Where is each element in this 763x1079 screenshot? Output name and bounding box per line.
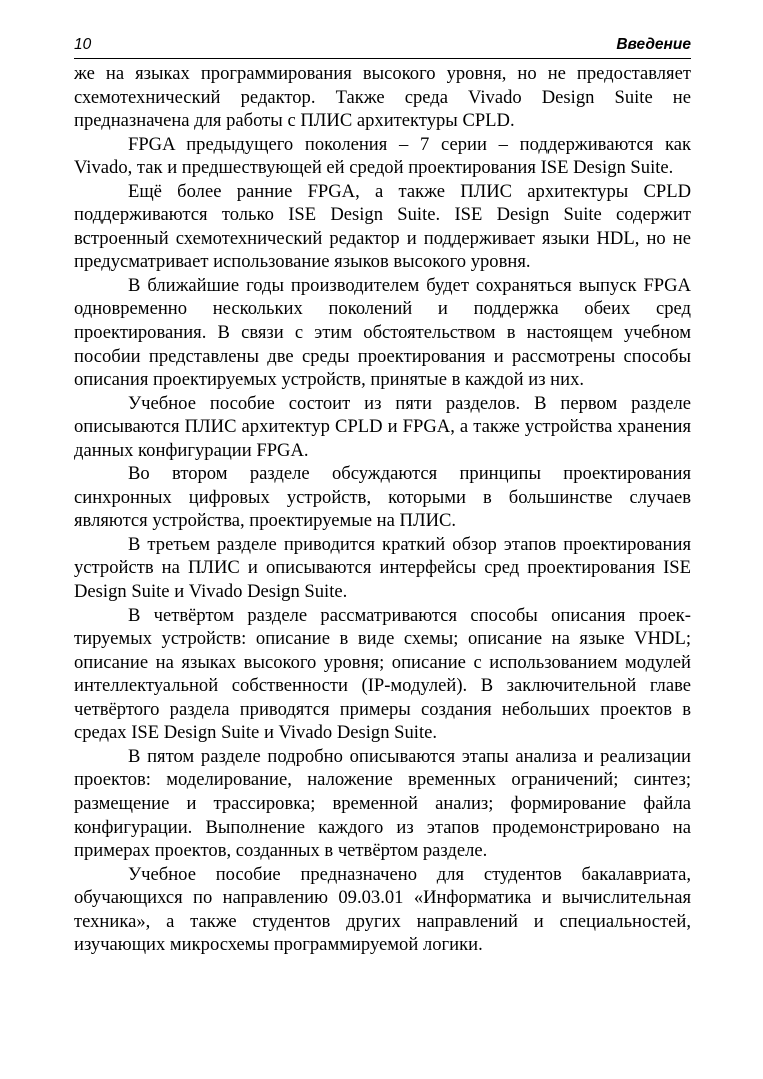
paragraph-section-3: В третьем разделе приводится краткий обзор этапов проектирования устройств на ПЛИС и описываются интерфейсы сред проектирования ISE Design Suite и Vivado Design Suite. xyxy=(74,533,691,603)
paragraph-section-2: Во втором разделе обсуждаются принципы проектирования синхронных цифровых устройств, которыми в большинстве случаев являются устройства, проектируемые на ПЛИС. xyxy=(74,463,691,532)
paragraph-continuation: же на языках программирования высокого уровня, но не предоставляет схемотехнический редактор. Также среда Vivado Design Suite не предназначена для работы с ПЛИС архитектуры CPLD. xyxy=(74,63,691,132)
section-title: Введение xyxy=(616,36,691,53)
page-number: 10 xyxy=(74,36,92,53)
paragraph-fpga-7-series: FPGA предыдущего поколения – 7 серии – поддерживаются как Vivado, так и предшествующей ей средой проектирования ISE Design Suite. xyxy=(74,133,691,179)
paragraph-coming-years: В ближайшие годы производителем будет сохраняться выпуск FPGA одновременно нескольких поколений и поддержка обеих сред проектирования. В связи с этим обстоятельством в настоящем учебном пособии представлены две среды проектирования и рассмотрены способы описания проектируемых устройств, принятые в каждой из них. xyxy=(74,274,691,391)
paragraph-section-4: В четвёртом разделе рассматриваются способы описания проектируемых устройств: описание в виде схемы; описание на языке VHDL; описание на языках высокого уровня; описание с использованием модулей интеллектуальной собственности (IP-модулей). В заключительной главе четвёртого раздела приводятся примеры создания небольших проектов в средах ISE Design Suite и Vivado Design Suite. xyxy=(74,604,691,744)
paragraph-structure: Учебное пособие состоит из пяти разделов. В первом разделе описываются ПЛИС архитектур CPLD и FPGA, а также устройства хранения данных конфигурации FPGA. xyxy=(74,392,691,461)
running-header xyxy=(74,36,691,59)
paragraph-earlier-fpga: Ещё более ранние FPGA, а также ПЛИС архитектуры CPLD поддерживаются только ISE Design Suite. ISE Design Suite содержит встроенный схемотехнический редактор и поддерживает языки HDL, но не предусматривает использование языков высокого уровня. xyxy=(74,180,691,273)
body-text xyxy=(74,62,691,957)
book-page xyxy=(74,36,691,957)
paragraph-audience: Учебное пособие предназначено для студентов бакалавриата, обучающихся по направлению 09.03.01 «Информатика и вычислительная техника», а также студентов других направлений и специальностей, изучающих микросхемы программируемой логики. xyxy=(74,863,691,956)
paragraph-section-5: В пятом разделе подробно описываются этапы анализа и реализации проектов: моделирование, наложение временных ограничений; синтез; размещение и трассировка; временной анализ; формирование файла конфигурации. Выполнение каждого из этапов продемонстрировано на примерах проектов, созданных в четвёртом разделе. xyxy=(74,745,691,862)
